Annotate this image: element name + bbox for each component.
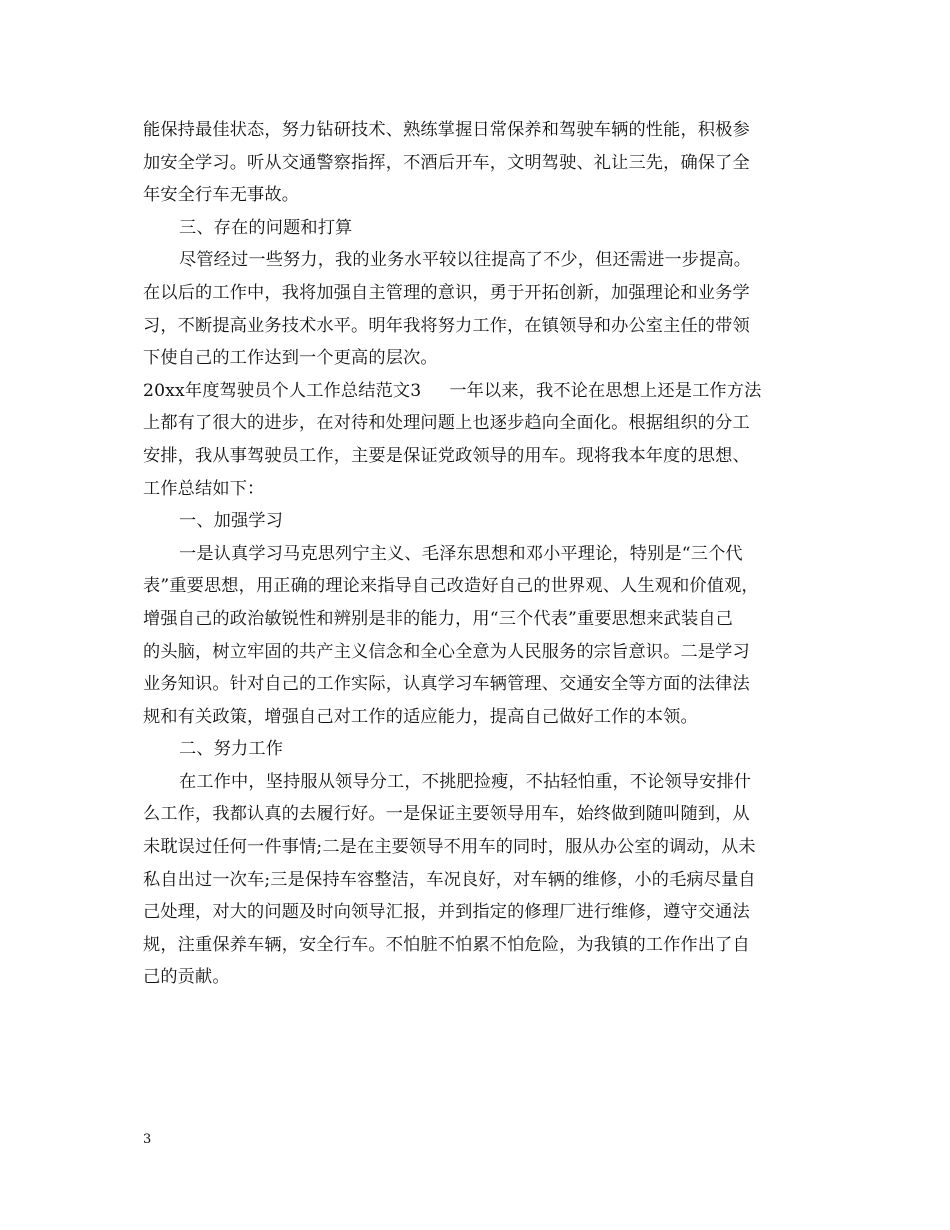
section-heading: 一、加强学习 (179, 511, 284, 532)
page-number: 3 (143, 1132, 152, 1147)
text-line: 上都有了很大的进步，在对待和处理问题上也逐步趋向全面化。根据组织的分工 (143, 413, 750, 434)
text-line: 的头脑，树立牢固的共产主义信念和全心全意为人民服务的宗旨意识。二是学习 (143, 641, 750, 662)
text-line: 表”重要思想，用正确的理论来指导自己改造好自己的世界观、人生观和价值观， (143, 576, 759, 597)
article-title-line (143, 375, 813, 408)
text-line: 未耽误过任何一件事情;二是在主要领导不用车的同时，服从办公室的调动，从未 (143, 837, 756, 858)
text-line: 么工作，我都认真的去履行好。一是保证主要领导用车，始终做到随叫随到，从 (143, 804, 750, 825)
text-line: 一是认真学习马克思列宁主义、毛泽东思想和邓小平理论，特别是“三个代 (179, 543, 743, 564)
text-line: 增强自己的政治敏锐性和辨别是非的能力，用“三个代表”重要思想来武装自己 (143, 608, 734, 629)
text-line: 年安全行车无事故。 (143, 185, 300, 206)
section-heading: 三、存在的问题和打算 (179, 217, 353, 238)
section-heading: 二、努力工作 (179, 739, 284, 760)
text-line: 己处理，对大的问题及时向领导汇报，并到指定的修理厂进行维修，遵守交通法 (143, 902, 750, 923)
text-line: 工作总结如下： (143, 478, 265, 499)
text-line: 一年以来，我不论在思想上还是工作方法 (449, 380, 762, 401)
text-line: 尽管经过一些努力，我的业务水平较以往提高了不少，但还需进一步提高。 (179, 250, 752, 271)
text-line: 加安全学习。听从交通警察指挥，不酒后开车，文明驾驶、礼让三先，确保了全 (143, 152, 750, 173)
text-line: 规和有关政策，增强自己对工作的适应能力，提高自己做好工作的本领。 (143, 706, 698, 727)
document-body (143, 114, 813, 994)
text-line: 习，不断提高业务技术水平。明年我将努力工作，在镇领导和办公室主任的带领 (143, 315, 750, 336)
text-line: 在以后的工作中，我将加强自主管理的意识，勇于开拓创新，加强理论和业务学 (143, 282, 750, 303)
text-line: 业务知识。针对自己的工作实际，认真学习车辆管理、交通安全等方面的法律法 (143, 674, 750, 695)
text-line: 能保持最佳状态，努力钻研技术、熟练掌握日常保养和驾驶车辆的性能，积极参 (143, 120, 750, 140)
text-line: 在工作中，坚持服从领导分工，不挑肥捡瘦，不拈轻怕重，不论领导安排什 (179, 771, 752, 792)
text-line: 安排，我从事驾驶员工作，主要是保证党政领导的用车。现将我本年度的思想、 (143, 445, 750, 466)
article-title: 20xx年度驾驶员个人工作总结范文3 (143, 380, 422, 401)
text-line: 规，注重保养车辆，安全行车。不怕脏不怕累不怕危险，为我镇的工作作出了自 (143, 934, 750, 955)
text-line: 私自出过一次车;三是保持车容整洁，车况良好，对车辆的维修，小的毛病尽量自 (143, 869, 756, 890)
text-line: 己的贡献。 (143, 967, 230, 988)
text-line: 下使自己的工作达到一个更高的层次。 (143, 348, 438, 369)
